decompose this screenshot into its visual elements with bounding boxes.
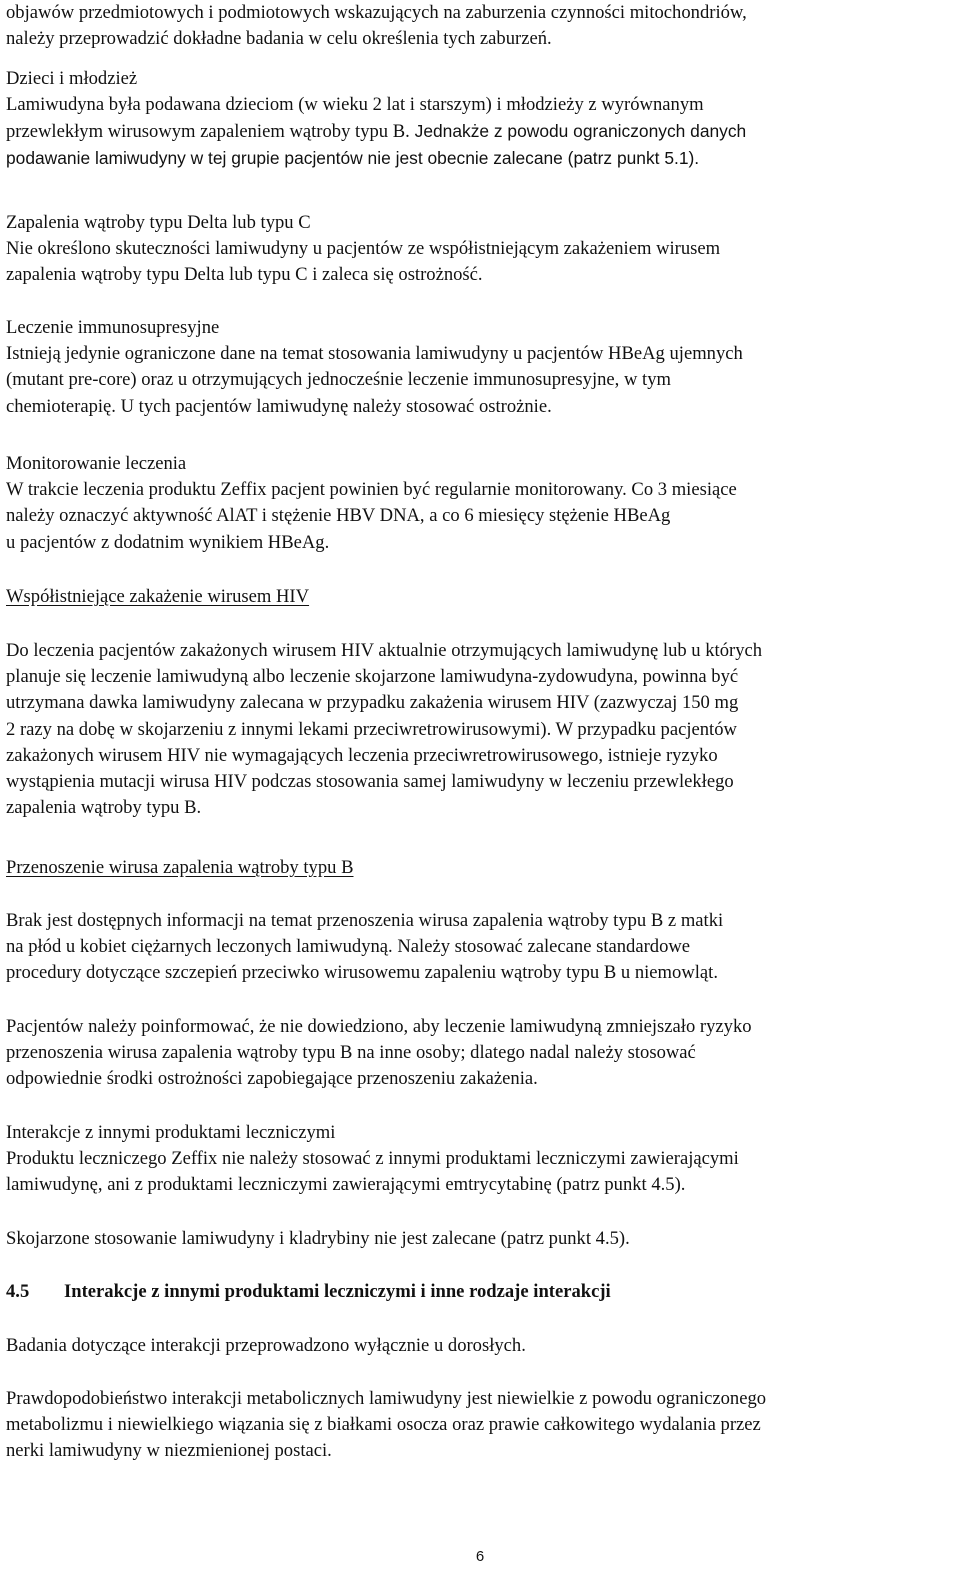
delta-section <box>6 210 720 289</box>
transmission-paragraph-1 <box>6 908 723 987</box>
text-line: zapalenia wątroby typu B. <box>6 797 202 819</box>
intro-paragraph <box>6 0 747 52</box>
immuno-section <box>6 315 743 420</box>
hiv-paragraph <box>6 638 762 821</box>
text-line: nerki lamiwudyny w niezmienionej postaci. <box>6 1440 332 1462</box>
text-line: planuje się leczenie lamiwudyną albo leczenie skojarzone lamiwudyna-zydowudyna, powinna być <box>6 666 739 688</box>
section-heading: Monitorowanie leczenia <box>6 453 187 474</box>
text-line: na płód u kobiet ciężarnych leczonych lamiwudyną. Należy stosować zalecane standardowe <box>6 936 691 958</box>
text-line: chemioterapię. U tych pacjentów lamiwudynę należy stosować ostrożnie. <box>6 395 552 417</box>
cladribine-paragraph <box>6 1226 630 1252</box>
section-4-5-heading <box>6 1279 611 1305</box>
text-line: u pacjentów z dodatnim wynikiem HBeAg. <box>6 531 330 553</box>
text-line: Prawdopodobieństwo interakcji metabolicznych lamiwudyny jest niewielkie z powodu ograniczonego <box>6 1388 767 1409</box>
text-line: Do leczenia pacjentów zakażonych wirusem HIV aktualnie otrzymujących lamiwudynę lub u których <box>6 640 763 661</box>
text-segment: Jednakże z powodu ograniczonych danych <box>409 121 747 142</box>
text-line: Istnieją jedynie ograniczone dane na temat stosowania lamiwudyny u pacjentów HBeAg ujemnych <box>6 343 743 365</box>
text-line: zakażonych wirusem HIV nie wymagających leczenia przeciwretrowirusowego, istnieje ryzyko <box>6 744 718 766</box>
children-section <box>6 66 746 171</box>
text-line: podawanie lamiwudyny w tej grupie pacjentów nie jest obecnie zalecane (patrz punkt 5.1). <box>6 147 700 168</box>
metabolic-paragraph <box>6 1386 766 1465</box>
studies-paragraph <box>6 1333 526 1359</box>
section-title: Interakcje z innymi produktami leczniczymi i inne rodzaje interakcji <box>64 1281 611 1302</box>
text-line: Badania dotyczące interakcji przeprowadzono wyłącznie u dorosłych. <box>6 1335 526 1356</box>
section-heading-underlined: Współistniejące zakażenie wirusem HIV <box>6 586 310 607</box>
section-heading: Dzieci i młodzież <box>6 68 138 89</box>
text-line: Lamiwudyna była podawana dzieciom (w wieku 2 lat i starszym) i młodzieży z wyrównanym <box>6 94 704 116</box>
text-line: zapalenia wątroby typu Delta lub typu C i zaleca się ostrożność. <box>6 264 483 286</box>
monitoring-section <box>6 451 737 556</box>
text-line: należy przeprowadzić dokładne badania w celu określenia tych zaburzeń. <box>6 28 552 50</box>
text-line: lamiwudynę, ani z produktami leczniczymi zawierającymi emtrycytabinę (patrz punkt 4.5). <box>6 1174 686 1196</box>
text-line: Nie określono skuteczności lamiwudyny u pacjentów ze współistniejącym zakażeniem wirusem <box>6 238 721 260</box>
text-line: Skojarzone stosowanie lamiwudyny i kladrybiny nie jest zalecane (patrz punkt 4.5). <box>6 1228 630 1249</box>
text-line: W trakcie leczenia produktu Zeffix pacjent powinien być regularnie monitorowany. Co 3 miesiące <box>6 479 737 501</box>
text-line: przenoszenia wirusa zapalenia wątroby typu B na inne osoby; dlatego nadal należy stosować <box>6 1042 696 1064</box>
text-line: odpowiednie środki ostrożności zapobiegające przenoszeniu zakażenia. <box>6 1068 538 1090</box>
section-heading: Zapalenia wątroby typu Delta lub typu C <box>6 212 311 233</box>
section-heading-underlined: Przenoszenie wirusa zapalenia wątroby typu B <box>6 857 354 878</box>
text-line: metabolizmu i niewielkiego wiązania się z białkami osocza oraz prawie całkowitego wydalania przez <box>6 1414 761 1436</box>
text-line-mixed <box>6 118 746 144</box>
text-line: 2 razy na dobę w skojarzeniu z innymi lekami przeciwretrowirusowymi). W przypadku pacjentów <box>6 718 737 740</box>
interactions-section <box>6 1120 739 1199</box>
section-heading: Leczenie immunosupresyjne <box>6 317 220 338</box>
text-line: procedury dotyczące szczepień przeciwko wirusowemu zapaleniu wątroby typu B u niemowląt. <box>6 962 718 984</box>
section-number: 4.5 <box>6 1281 30 1302</box>
hiv-heading-block <box>6 584 309 610</box>
text-line: należy oznaczyć aktywność AlAT i stężenie HBV DNA, a co 6 miesięcy stężenie HBeAg <box>6 505 671 527</box>
transmission-paragraph-2 <box>6 1014 752 1093</box>
text-line: Pacjentów należy poinformować, że nie dowiedziono, aby leczenie lamiwudyną zmniejszało ryzyko <box>6 1016 752 1037</box>
text-line: (mutant pre-core) oraz u otrzymujących jednocześnie leczenie immunosupresyjne, w tym <box>6 369 671 391</box>
text-line: wystąpienia mutacji wirusa HIV podczas stosowania samej lamiwudyny w leczeniu przewlekłego <box>6 770 734 792</box>
text-line: objawów przedmiotowych i podmiotowych wskazujących na zaburzenia czynności mitochondriów, <box>6 2 747 23</box>
text-line: Brak jest dostępnych informacji na temat przenoszenia wirusa zapalenia wątroby typu B z matki <box>6 910 724 931</box>
transmission-heading-block <box>6 855 353 881</box>
text-segment: przewlekłym wirusowym zapaleniem wątroby typu B. <box>6 121 410 143</box>
section-heading: Interakcje z innymi produktami leczniczymi <box>6 1122 336 1143</box>
text-line: utrzymana dawka lamiwudyny zalecana w przypadku zakażenia wirusem HIV (zazwyczaj 150 mg <box>6 692 739 714</box>
page-number: 6 <box>475 1548 485 1565</box>
text-line: Produktu leczniczego Zeffix nie należy stosować z innymi produktami leczniczymi zawierającymi <box>6 1148 739 1170</box>
